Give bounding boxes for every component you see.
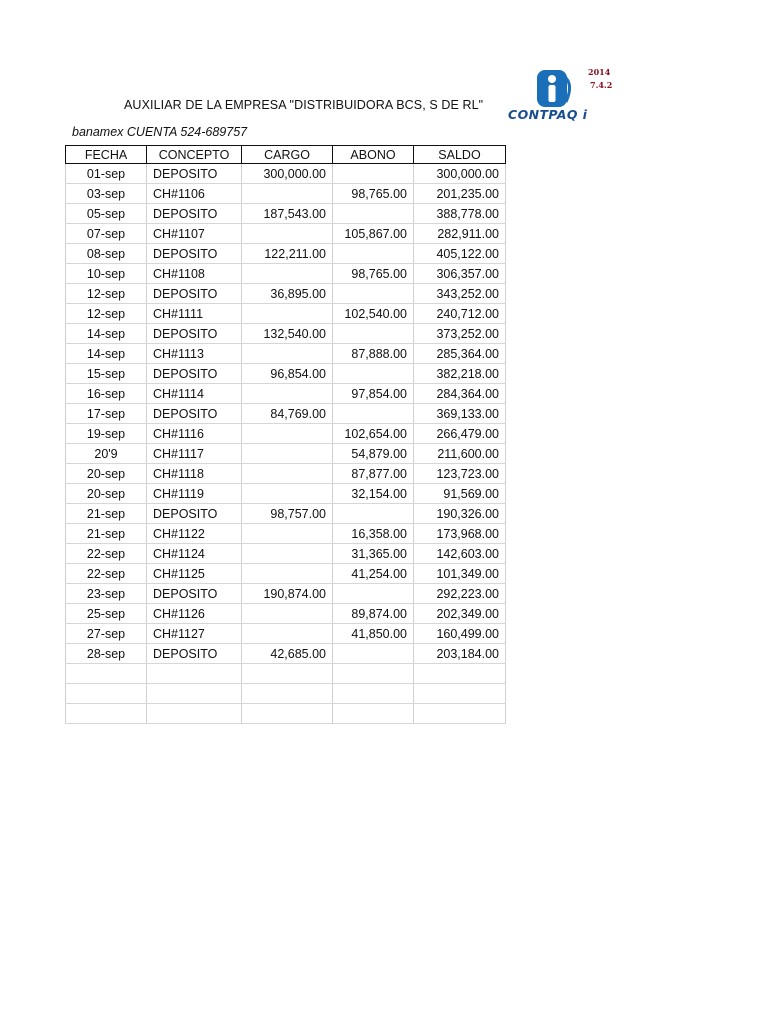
account-subtitle: banamex CUENTA 524-689757 [72, 125, 248, 139]
cell-saldo: 382,218.00 [414, 364, 506, 384]
cell-abono: 102,654.00 [333, 424, 414, 444]
table-row [66, 384, 506, 404]
cell-abono [333, 244, 414, 264]
cell-cargo [242, 344, 333, 364]
table-row [66, 584, 506, 604]
cell-saldo: 285,364.00 [414, 344, 506, 364]
logo-brand-text: CONTPAQ i [508, 107, 588, 122]
cell-fecha [66, 704, 147, 724]
table-row [66, 424, 506, 444]
cell-saldo: 343,252.00 [414, 284, 506, 304]
cell-concepto: DEPOSITO [147, 164, 242, 184]
cell-fecha: 19-sep [66, 424, 147, 444]
cell-cargo: 122,211.00 [242, 244, 333, 264]
column-header-concepto: CONCEPTO [147, 146, 242, 164]
cell-abono: 97,854.00 [333, 384, 414, 404]
cell-fecha: 07-sep [66, 224, 147, 244]
cell-abono: 89,874.00 [333, 604, 414, 624]
cell-saldo: 91,569.00 [414, 484, 506, 504]
table-row [66, 304, 506, 324]
cell-saldo: 202,349.00 [414, 604, 506, 624]
cell-fecha [66, 684, 147, 704]
cell-cargo [242, 264, 333, 284]
cell-fecha: 08-sep [66, 244, 147, 264]
table-row [66, 164, 506, 184]
cell-fecha: 21-sep [66, 524, 147, 544]
table-row [66, 244, 506, 264]
cell-cargo [242, 464, 333, 484]
table-row [66, 544, 506, 564]
cell-concepto: CH#1108 [147, 264, 242, 284]
cell-cargo [242, 664, 333, 684]
contpaqi-logo [480, 62, 626, 124]
cell-concepto: DEPOSITO [147, 204, 242, 224]
cell-cargo [242, 484, 333, 504]
cell-saldo: 292,223.00 [414, 584, 506, 604]
cell-fecha: 12-sep [66, 304, 147, 324]
cell-concepto: DEPOSITO [147, 404, 242, 424]
cell-cargo [242, 704, 333, 724]
cell-abono: 31,365.00 [333, 544, 414, 564]
cell-concepto: CH#1117 [147, 444, 242, 464]
cell-abono [333, 364, 414, 384]
table-row [66, 324, 506, 344]
cell-saldo: 101,349.00 [414, 564, 506, 584]
cell-cargo: 36,895.00 [242, 284, 333, 304]
contpaqi-logo-icon [534, 66, 584, 112]
cell-abono [333, 664, 414, 684]
cell-fecha: 21-sep [66, 504, 147, 524]
cell-abono: 16,358.00 [333, 524, 414, 544]
table-row [66, 204, 506, 224]
cell-abono [333, 504, 414, 524]
cell-cargo: 300,000.00 [242, 164, 333, 184]
cell-cargo: 132,540.00 [242, 324, 333, 344]
table-row [66, 444, 506, 464]
cell-fecha: 12-sep [66, 284, 147, 304]
cell-saldo: 173,968.00 [414, 524, 506, 544]
cell-concepto: CH#1126 [147, 604, 242, 624]
table-row [66, 284, 506, 304]
table-row [66, 404, 506, 424]
cell-saldo: 211,600.00 [414, 444, 506, 464]
cell-abono: 98,765.00 [333, 264, 414, 284]
page-title: AUXILIAR DE LA EMPRESA "DISTRIBUIDORA BCS, S DE RL" [124, 98, 484, 112]
cell-abono: 105,867.00 [333, 224, 414, 244]
column-header-abono: ABONO [333, 146, 414, 164]
table-row [66, 644, 506, 664]
cell-concepto: CH#1124 [147, 544, 242, 564]
cell-concepto: DEPOSITO [147, 504, 242, 524]
cell-saldo: 203,184.00 [414, 644, 506, 664]
table-row [66, 684, 506, 704]
cell-abono: 102,540.00 [333, 304, 414, 324]
cell-fecha: 20-sep [66, 484, 147, 504]
cell-fecha: 10-sep [66, 264, 147, 284]
cell-abono [333, 164, 414, 184]
cell-cargo: 187,543.00 [242, 204, 333, 224]
cell-fecha: 23-sep [66, 584, 147, 604]
cell-concepto: DEPOSITO [147, 364, 242, 384]
cell-abono: 32,154.00 [333, 484, 414, 504]
cell-concepto: CH#1107 [147, 224, 242, 244]
cell-cargo [242, 224, 333, 244]
cell-fecha: 28-sep [66, 644, 147, 664]
cell-saldo [414, 664, 506, 684]
cell-saldo: 142,603.00 [414, 544, 506, 564]
cell-cargo [242, 544, 333, 564]
cell-abono: 87,877.00 [333, 464, 414, 484]
cell-concepto [147, 684, 242, 704]
cell-saldo: 266,479.00 [414, 424, 506, 444]
table-row [66, 664, 506, 684]
cell-cargo [242, 624, 333, 644]
cell-concepto [147, 704, 242, 724]
cell-abono: 54,879.00 [333, 444, 414, 464]
cell-concepto: CH#1113 [147, 344, 242, 364]
cell-saldo: 405,122.00 [414, 244, 506, 264]
cell-fecha [66, 664, 147, 684]
table-row [66, 564, 506, 584]
cell-abono: 41,254.00 [333, 564, 414, 584]
table-row [66, 624, 506, 644]
cell-saldo: 388,778.00 [414, 204, 506, 224]
cell-abono [333, 684, 414, 704]
table-row [66, 604, 506, 624]
cell-fecha: 01-sep [66, 164, 147, 184]
cell-abono [333, 284, 414, 304]
cell-saldo: 373,252.00 [414, 324, 506, 344]
ledger-body [66, 164, 506, 724]
column-header-cargo: CARGO [242, 146, 333, 164]
cell-fecha: 17-sep [66, 404, 147, 424]
cell-concepto: CH#1116 [147, 424, 242, 444]
table-row [66, 364, 506, 384]
cell-concepto: DEPOSITO [147, 284, 242, 304]
column-header-fecha: FECHA [66, 146, 147, 164]
cell-concepto: CH#1125 [147, 564, 242, 584]
table-row [66, 464, 506, 484]
cell-fecha: 14-sep [66, 324, 147, 344]
cell-cargo: 98,757.00 [242, 504, 333, 524]
cell-concepto: DEPOSITO [147, 324, 242, 344]
table-row [66, 264, 506, 284]
cell-abono [333, 584, 414, 604]
cell-fecha: 15-sep [66, 364, 147, 384]
cell-cargo [242, 444, 333, 464]
cell-abono: 98,765.00 [333, 184, 414, 204]
cell-cargo [242, 384, 333, 404]
cell-fecha: 22-sep [66, 544, 147, 564]
cell-fecha: 22-sep [66, 564, 147, 584]
cell-saldo: 123,723.00 [414, 464, 506, 484]
cell-saldo [414, 704, 506, 724]
cell-saldo: 240,712.00 [414, 304, 506, 324]
cell-saldo [414, 684, 506, 704]
cell-concepto: DEPOSITO [147, 584, 242, 604]
table-header-row [66, 146, 506, 164]
table-row [66, 344, 506, 364]
cell-saldo: 300,000.00 [414, 164, 506, 184]
cell-concepto: DEPOSITO [147, 244, 242, 264]
cell-concepto: CH#1106 [147, 184, 242, 204]
cell-cargo [242, 304, 333, 324]
cell-concepto: CH#1119 [147, 484, 242, 504]
cell-saldo: 282,911.00 [414, 224, 506, 244]
cell-cargo [242, 604, 333, 624]
table-row [66, 704, 506, 724]
table-row [66, 484, 506, 504]
cell-fecha: 05-sep [66, 204, 147, 224]
cell-concepto: DEPOSITO [147, 644, 242, 664]
cell-saldo: 369,133.00 [414, 404, 506, 424]
cell-concepto: CH#1114 [147, 384, 242, 404]
cell-fecha: 20-sep [66, 464, 147, 484]
cell-concepto: CH#1111 [147, 304, 242, 324]
cell-cargo: 84,769.00 [242, 404, 333, 424]
ledger-table [65, 145, 506, 724]
table-row [66, 504, 506, 524]
cell-fecha: 16-sep [66, 384, 147, 404]
cell-abono [333, 404, 414, 424]
cell-cargo: 190,874.00 [242, 584, 333, 604]
cell-cargo [242, 564, 333, 584]
cell-fecha: 20'9 [66, 444, 147, 464]
cell-concepto [147, 664, 242, 684]
logo-version-number: 7.4.2 [590, 80, 613, 90]
cell-abono [333, 324, 414, 344]
cell-fecha: 14-sep [66, 344, 147, 364]
cell-saldo: 190,326.00 [414, 504, 506, 524]
logo-version-year: 2014 [588, 67, 611, 77]
table-row [66, 524, 506, 544]
cell-cargo [242, 524, 333, 544]
cell-fecha: 03-sep [66, 184, 147, 204]
cell-concepto: CH#1127 [147, 624, 242, 644]
cell-abono: 87,888.00 [333, 344, 414, 364]
column-header-saldo: SALDO [414, 146, 506, 164]
cell-abono [333, 704, 414, 724]
cell-abono [333, 644, 414, 664]
cell-saldo: 284,364.00 [414, 384, 506, 404]
cell-concepto: CH#1118 [147, 464, 242, 484]
table-row [66, 224, 506, 244]
cell-abono [333, 204, 414, 224]
cell-concepto: CH#1122 [147, 524, 242, 544]
cell-saldo: 306,357.00 [414, 264, 506, 284]
cell-cargo: 42,685.00 [242, 644, 333, 664]
cell-abono: 41,850.00 [333, 624, 414, 644]
cell-cargo [242, 684, 333, 704]
cell-cargo [242, 184, 333, 204]
table-row [66, 184, 506, 204]
cell-saldo: 160,499.00 [414, 624, 506, 644]
cell-saldo: 201,235.00 [414, 184, 506, 204]
cell-cargo: 96,854.00 [242, 364, 333, 384]
cell-fecha: 27-sep [66, 624, 147, 644]
cell-cargo [242, 424, 333, 444]
cell-fecha: 25-sep [66, 604, 147, 624]
